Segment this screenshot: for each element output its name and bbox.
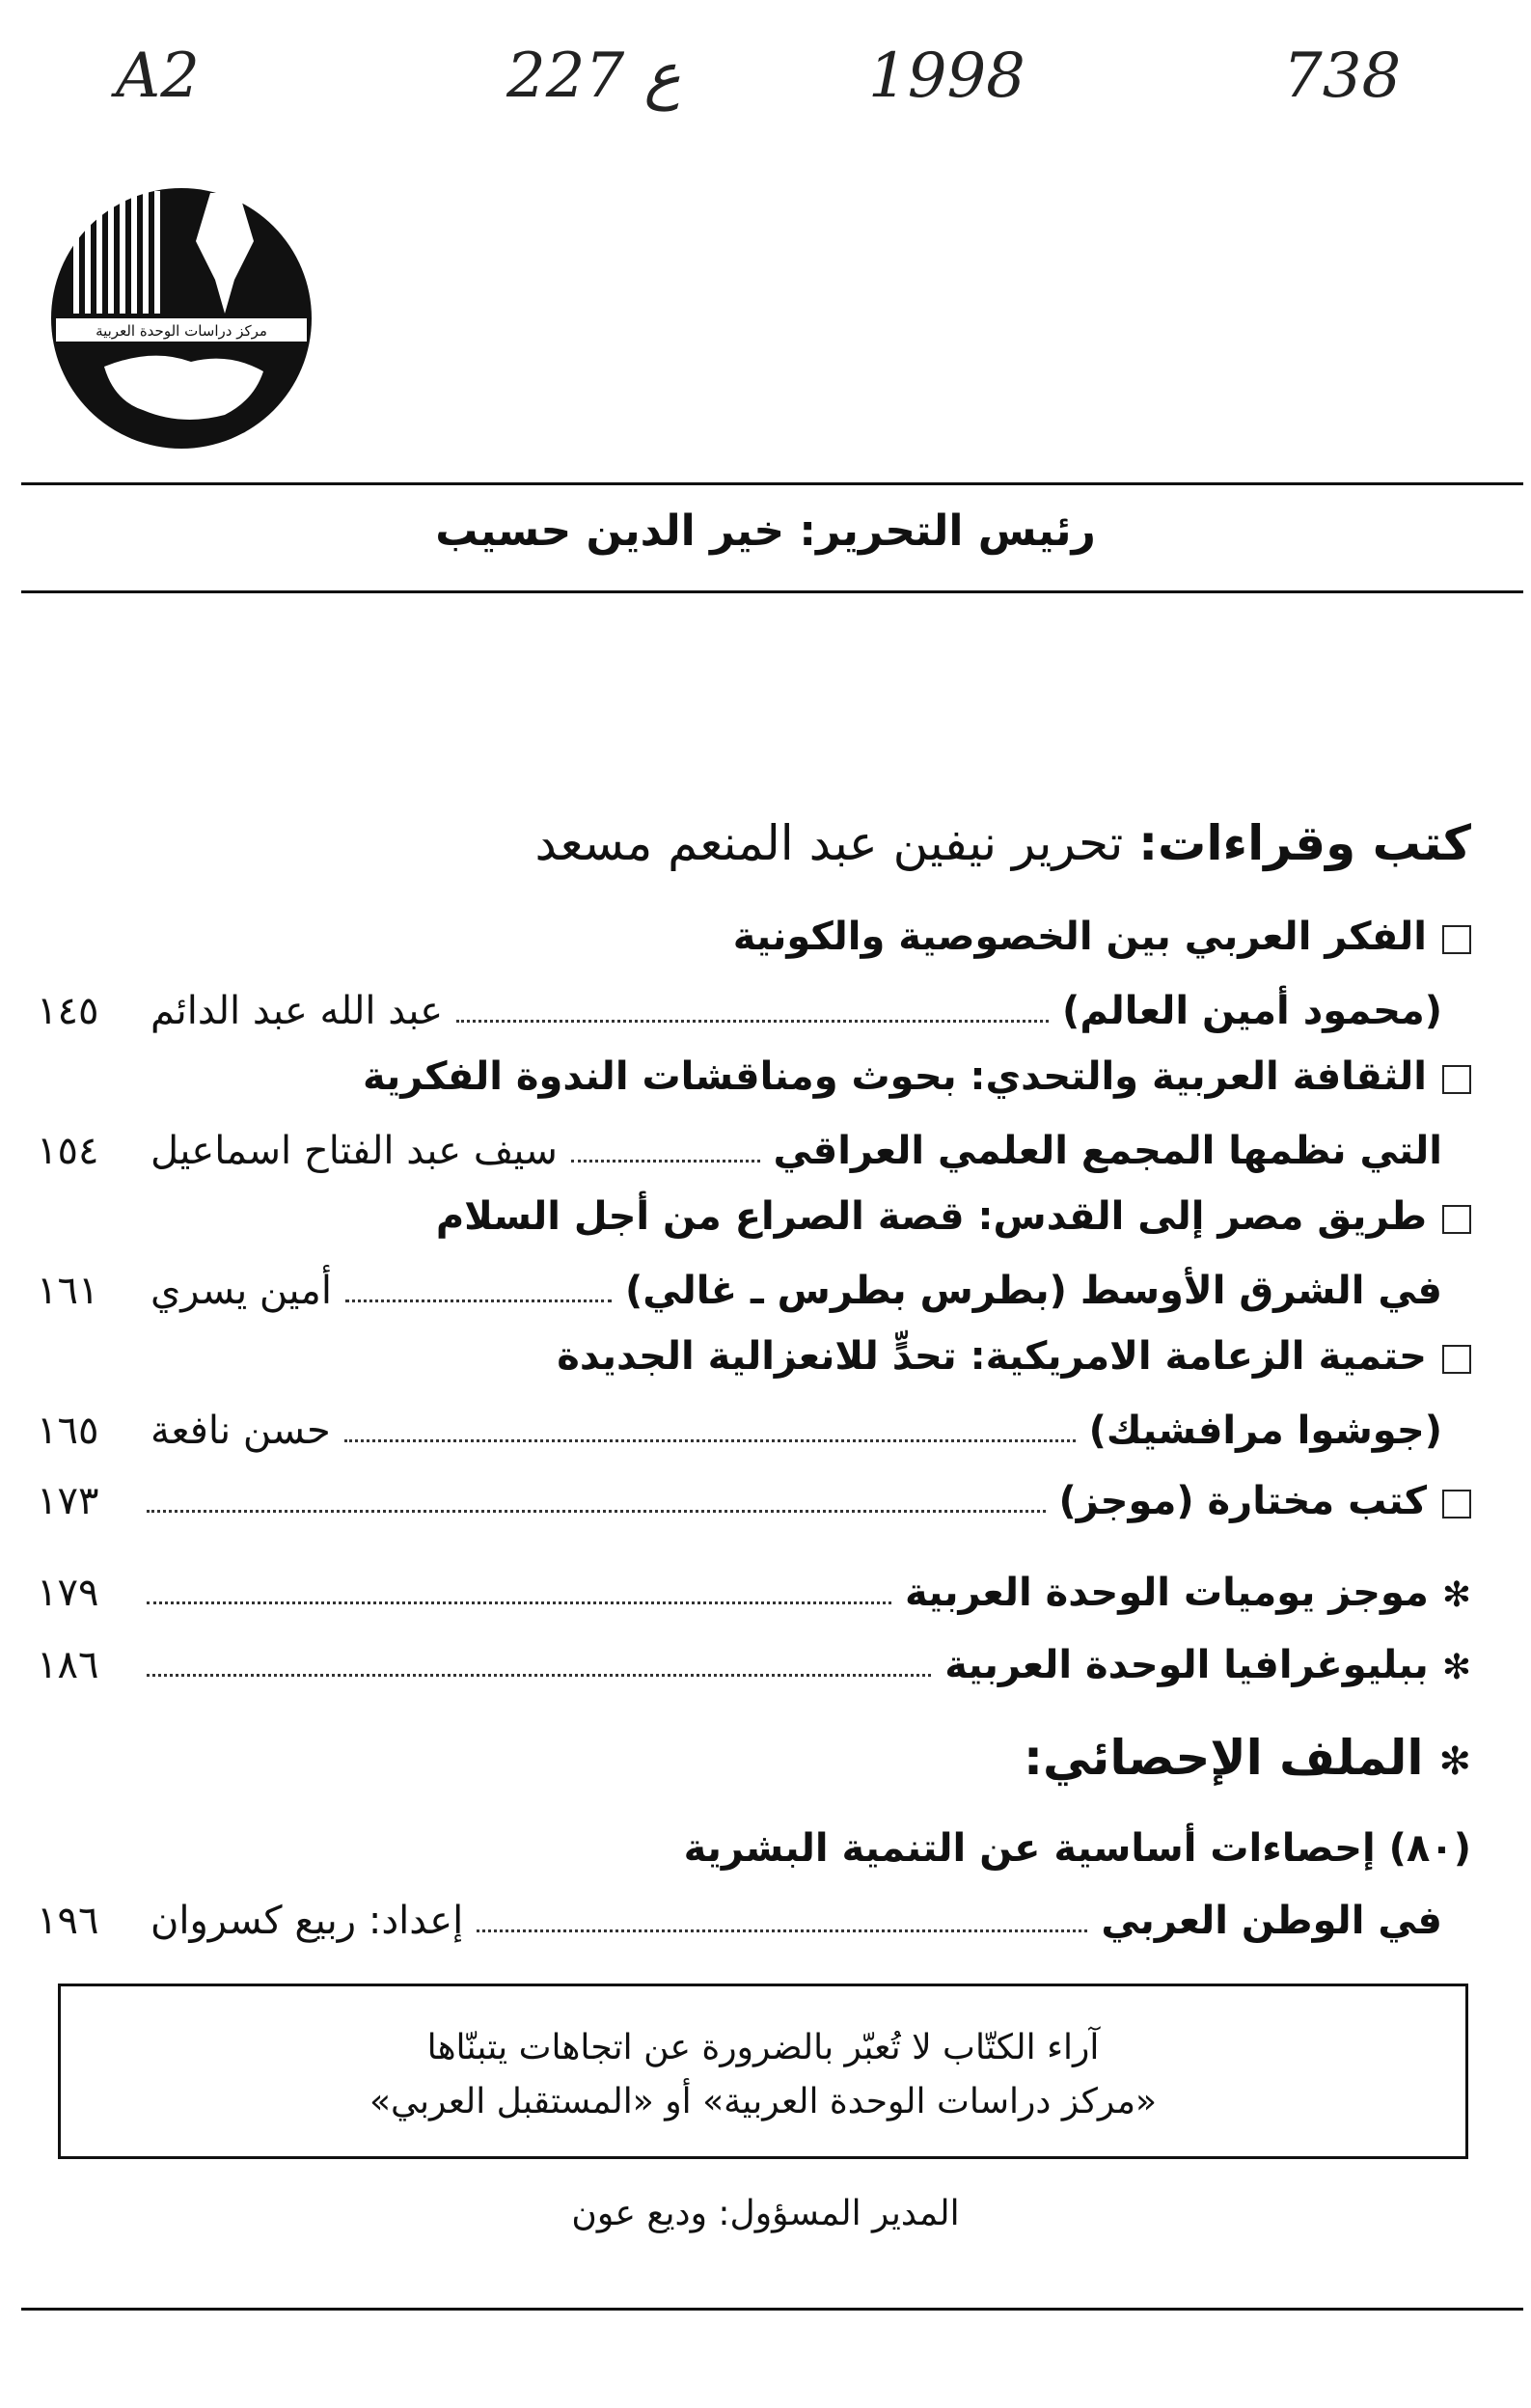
- editor-rule: [21, 590, 1523, 593]
- dot-leader: [571, 1160, 760, 1163]
- entry-subtitle: (محمود أمين العالم): [1062, 989, 1442, 1033]
- entry-subtitle: (جوشوا مرافشيك): [1088, 1409, 1442, 1453]
- starred-item-2[interactable]: [37, 1621, 1471, 1688]
- stats-section-title: [1024, 1730, 1471, 1786]
- dot-leader: [147, 1674, 931, 1677]
- entry-subtitle: التي نظمها المجمع العلمي العراقي: [773, 1129, 1442, 1173]
- books-section-label: كتب وقراءات:: [1138, 815, 1471, 871]
- entry-4-title[interactable]: [37, 1312, 1471, 1380]
- asterisk-icon: ✻: [1441, 1574, 1471, 1615]
- entry-5[interactable]: [37, 1457, 1471, 1524]
- stats-subtitle: في الوطن العربي: [1101, 1899, 1442, 1943]
- starred-title: ببليوغرافيا الوحدة العربية: [944, 1643, 1429, 1687]
- entry-subtitle: في الشرق الأوسط (بطرس بطرس ـ غالي): [624, 1269, 1442, 1313]
- starred-page: ١٨٦: [37, 1643, 99, 1687]
- dot-leader: [345, 1300, 612, 1302]
- checkbox-icon: [1442, 925, 1471, 954]
- entry-2-title[interactable]: [37, 1032, 1471, 1100]
- entry-title: الثقافة العربية والتحدي: بحوث ومناقشات الندوة الفكرية: [363, 1054, 1427, 1099]
- entry-3-title[interactable]: [37, 1172, 1471, 1240]
- stats-entry-details[interactable]: [37, 1876, 1442, 1944]
- entry-title: طريق مصر إلى القدس: قصة الصراع من أجل السلام: [435, 1194, 1427, 1239]
- logo-label: مركز دراسات الوحدة العربية: [96, 322, 267, 340]
- disclaimer-line-1: آراء الكتّاب لا تُعبّر بالضرورة عن اتجاهات يتبنّاها: [426, 2028, 1100, 2067]
- entry-page: ١٤٥: [37, 989, 99, 1033]
- asterisk-icon: ✻: [1438, 1739, 1471, 1784]
- entry-title: الفكر العربي بين الخصوصية والكونية: [732, 915, 1427, 959]
- entry-page: ١٦١: [37, 1269, 99, 1313]
- starred-page: ١٧٩: [37, 1571, 99, 1615]
- dot-leader: [147, 1510, 1046, 1513]
- books-section-editor: تحرير نيفين عبد المنعم مسعد: [534, 815, 1124, 871]
- starred-item-1[interactable]: [37, 1548, 1471, 1616]
- stats-section-label: الملف الإحصائي:: [1023, 1730, 1424, 1786]
- stats-title: (٨٠) إحصاءات أساسية عن التنمية البشرية: [683, 1826, 1471, 1871]
- editor-in-chief: رئيس التحرير: خير الدين حسيب: [435, 506, 1096, 556]
- dot-leader: [477, 1929, 1087, 1932]
- handwritten-code: A2: [116, 41, 200, 112]
- starred-title: موجز يوميات الوحدة العربية: [904, 1571, 1429, 1615]
- disclaimer-line-2: «مركز دراسات الوحدة العربية» أو «المستقبل العربي»: [369, 2081, 1158, 2121]
- entry-page: ١٦٥: [37, 1409, 99, 1453]
- checkbox-icon: [1442, 1490, 1471, 1519]
- logo-icon: [37, 174, 336, 453]
- dot-leader: [344, 1439, 1076, 1442]
- checkbox-icon: [1442, 1205, 1471, 1234]
- entry-title: كتب مختارة (موجز): [1058, 1479, 1427, 1523]
- entry-page: ١٥٤: [37, 1129, 99, 1173]
- stats-author: إعداد: ربيع كسروان: [150, 1899, 464, 1943]
- entry-page: ١٧٣: [37, 1479, 99, 1523]
- entry-title: حتمية الزعامة الامريكية: تحدٍّ للانعزالية الجديدة: [557, 1334, 1427, 1379]
- dot-leader: [147, 1601, 891, 1604]
- stats-page: ١٩٦: [37, 1899, 99, 1943]
- entry-1-details[interactable]: [37, 967, 1442, 1034]
- asterisk-icon: ✻: [1441, 1647, 1471, 1687]
- books-section-title: [535, 815, 1471, 871]
- entry-author: عبد الله عبد الدائم: [150, 989, 444, 1033]
- checkbox-icon: [1442, 1345, 1471, 1374]
- handwritten-year: 1998: [868, 41, 1025, 112]
- entry-author: حسن نافعة: [150, 1409, 331, 1453]
- handwritten-id: 738: [1283, 41, 1402, 112]
- top-rule: [21, 482, 1523, 485]
- entry-3-details[interactable]: [37, 1246, 1442, 1314]
- entry-2-details[interactable]: [37, 1107, 1442, 1174]
- entry-4-details[interactable]: [37, 1386, 1442, 1454]
- handwritten-number: 227 ع: [506, 41, 681, 112]
- bottom-rule: [21, 2308, 1523, 2311]
- checkbox-icon: [1442, 1065, 1471, 1094]
- stats-entry-title[interactable]: [37, 1804, 1471, 1872]
- dot-leader: [456, 1020, 1049, 1023]
- entry-author: أمين يسري: [150, 1269, 332, 1313]
- managing-director: المدير المسؤول: وديع عون: [571, 2194, 960, 2233]
- entry-author: سيف عبد الفتاح اسماعيل: [150, 1129, 558, 1173]
- entry-1-title[interactable]: [37, 892, 1471, 960]
- disclaimer-box: [58, 1984, 1468, 2159]
